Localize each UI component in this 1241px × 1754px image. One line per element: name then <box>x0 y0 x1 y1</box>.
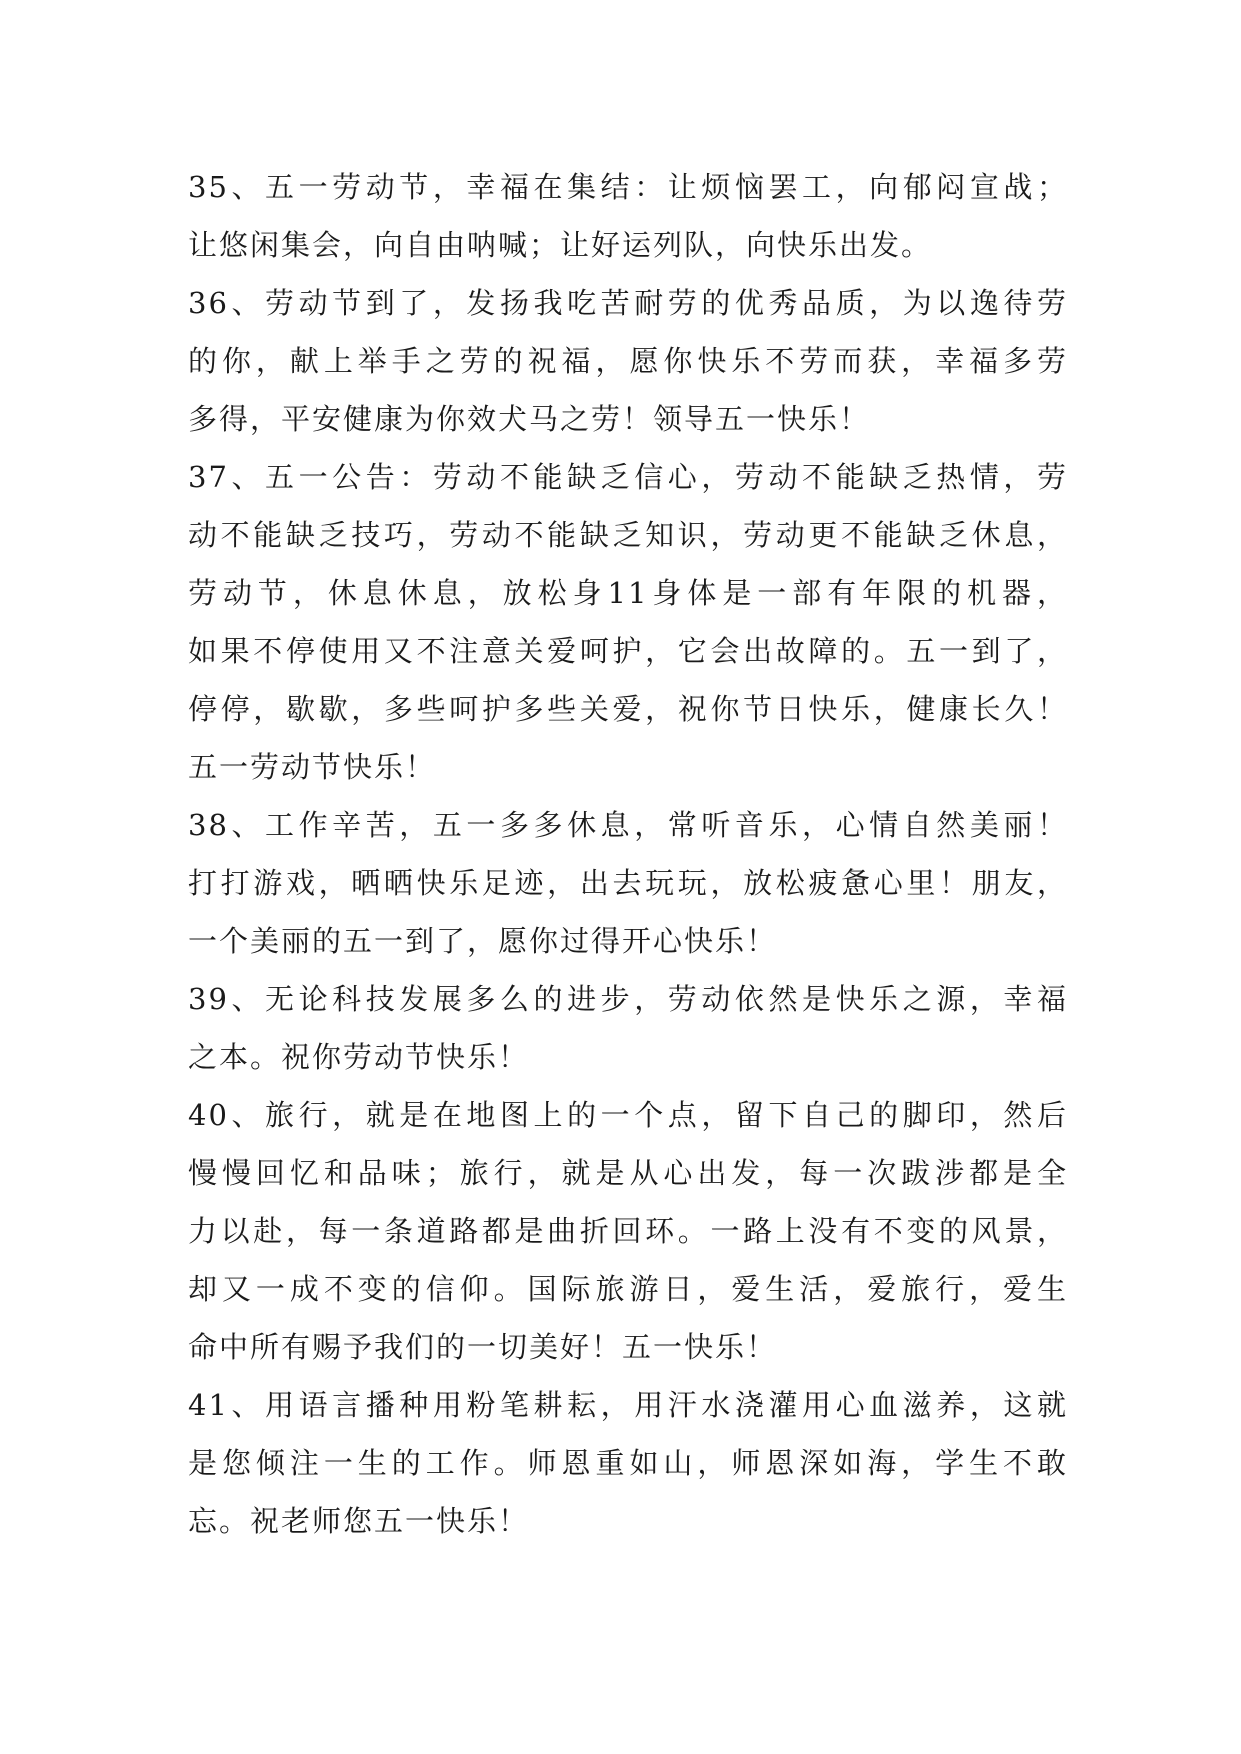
text-line: 35、五一劳动节，幸福在集结：让烦恼罢工，向郁闷宣战； <box>188 170 1068 204</box>
greeting-entry-40 <box>188 1086 1068 1376</box>
text-line: 37、五一公告：劳动不能缺乏信心，劳动不能缺乏热情，劳 <box>188 460 1068 494</box>
greeting-entry-37 <box>188 448 1068 796</box>
text-line: 多得，平安健康为你效犬马之劳！领导五一快乐！ <box>188 402 871 436</box>
greeting-entry-41 <box>188 1376 1068 1550</box>
greeting-entry-35 <box>188 158 1068 274</box>
text-line: 却又一成不变的信仰。国际旅游日，爱生活，爱旅行，爱生 <box>188 1272 1068 1306</box>
text-line: 41、用语言播种用粉笔耕耘，用汗水浇灌用心血滋养，这就 <box>188 1388 1068 1422</box>
text-line: 让悠闲集会，向自由呐喊；让好运列队，向快乐出发。 <box>188 228 933 262</box>
greeting-entry-39 <box>188 970 1068 1086</box>
text-line: 停停，歇歇，多些呵护多些关爱，祝你节日快乐，健康长久！ <box>188 692 1068 726</box>
text-line: 的你，献上举手之劳的祝福，愿你快乐不劳而获，幸福多劳 <box>188 344 1068 378</box>
greeting-entry-38 <box>188 796 1068 970</box>
greeting-entry-36 <box>188 274 1068 448</box>
text-line: 动不能缺乏技巧，劳动不能缺乏知识，劳动更不能缺乏休息， <box>188 518 1068 552</box>
text-line: 力以赴，每一条道路都是曲折回环。一路上没有不变的风景， <box>188 1214 1068 1248</box>
document-page <box>188 158 1068 1550</box>
text-line: 36、劳动节到了，发扬我吃苦耐劳的优秀品质，为以逸待劳 <box>188 286 1068 320</box>
text-line: 38、工作辛苦，五一多多休息，常听音乐，心情自然美丽！ <box>188 808 1068 842</box>
text-line: 39、无论科技发展多么的进步，劳动依然是快乐之源，幸福 <box>188 982 1068 1016</box>
text-line: 打打游戏，晒晒快乐足迹，出去玩玩，放松疲惫心里！朋友， <box>188 866 1068 900</box>
text-line: 劳动节，休息休息，放松身11身体是一部有年限的机器， <box>188 576 1068 610</box>
text-line: 五一劳动节快乐！ <box>188 750 437 784</box>
text-line: 一个美丽的五一到了，愿你过得开心快乐！ <box>188 924 778 958</box>
text-line: 40、旅行，就是在地图上的一个点，留下自己的脚印，然后 <box>188 1098 1068 1132</box>
text-line: 如果不停使用又不注意关爱呵护，它会出故障的。五一到了， <box>188 634 1068 668</box>
text-line: 命中所有赐予我们的一切美好！五一快乐！ <box>188 1330 778 1364</box>
text-line: 之本。祝你劳动节快乐！ <box>188 1040 530 1074</box>
text-line: 是您倾注一生的工作。师恩重如山，师恩深如海，学生不敢 <box>188 1446 1068 1480</box>
text-line: 忘。祝老师您五一快乐！ <box>188 1504 530 1538</box>
text-line: 慢慢回忆和品味；旅行，就是从心出发，每一次跋涉都是全 <box>188 1156 1068 1190</box>
